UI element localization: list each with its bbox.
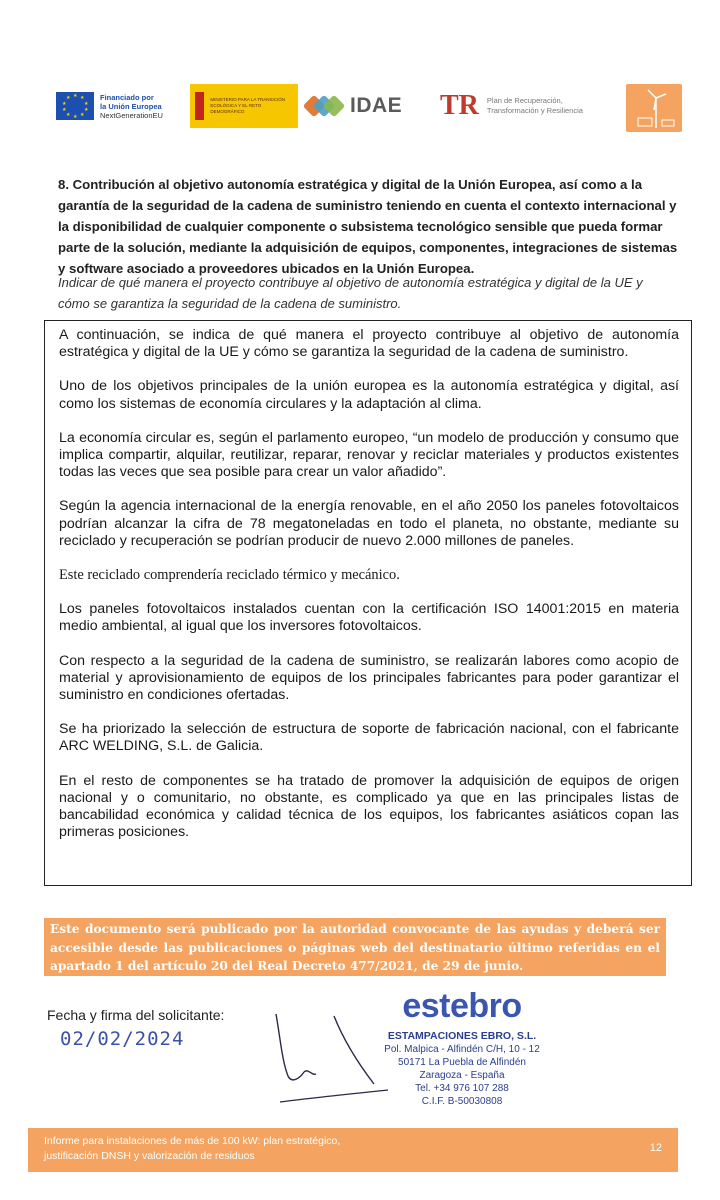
section-heading: 8. Contribución al objetivo autonomía estratégica y digital de la Unión Europea, así como a la garantía de la seguridad de la cadena de suministro teniendo en cuenta el contexto internacional y la disponibilidad de cualquier componente o subsistema tecnológico sensible que pueda formar parte de la solución, mediante la adquisición de equipos, componentes, integraciones de sistemas y software asociado a proveedores ubicados en la Unión Europea. — [58, 177, 678, 276]
paragraph-iso: Los paneles fotovoltaicos instalados cuentan con la certificación ISO 14001:2015 en materia medio ambiental, al igual que los inversores fotovoltaicos. — [59, 601, 679, 635]
plan-line-1: Plan de Recuperación, — [486, 96, 563, 105]
recovery-plan-logo — [440, 84, 600, 128]
footer-line-2: justificación DNSH y valorización de residuos — [44, 1149, 255, 1162]
eu-funding-logo — [56, 84, 176, 128]
stamp-address-2: 50171 La Puebla de Alfindén — [398, 1057, 526, 1068]
response-box — [44, 320, 692, 886]
page-number: 12 — [649, 1142, 662, 1154]
paragraph-irena: Según la agencia internacional de la energía renovable, en el año 2050 los paneles fotovoltaicos podrían alcanzar la cifra de 78 megatoneladas en todo el planeta, no obstante, mediante su reciclado y recuperación se podrían producir de nuevo 2.000 millones de paneles. — [59, 498, 679, 549]
stamp-cif: C.I.F. B-50030808 — [421, 1096, 503, 1107]
ministry-logo — [190, 84, 298, 128]
idae-mark-icon — [302, 90, 346, 122]
paragraph-structure: Se ha priorizado la selección de estructura de soporte de fabricación nacional, con el fabricante ARC WELDING, S.L. de Galicia. — [59, 721, 679, 755]
spain-crest-icon — [193, 90, 206, 122]
idae-wordmark: IDAE — [350, 94, 403, 117]
eu-line-2: la Unión Europea — [100, 101, 162, 111]
wind-energy-logo-icon — [626, 84, 682, 132]
ministry-text: MINISTERIO PARA LA TRANSICIÓN ECOLÓGICA Y EL RETO DEMOGRÁFICO — [210, 97, 286, 114]
paragraph-circular-economy: La economía circular es, según el parlamento europeo, “un modelo de producción y consumo que implica compartir, alquilar, reutilizar, reparar, renovar y reciclar materiales y productos existentes todas las veces que sea posible para crear un valor añadido”. — [59, 429, 679, 481]
signature-date: 02/02/2024 — [60, 1028, 185, 1050]
paragraph-intro: A continuación, se indica de qué manera el proyecto contribuye al objetivo de autonomía estratégica y digital de la UE y cómo se garantiza la seguridad de la cadena de suministro. — [59, 327, 679, 361]
stamp-brand-logo: estebro — [402, 987, 522, 1025]
paragraph-supply-chain: Con respecto a la seguridad de la cadena de suministro, se realizarán labores como acopio de material y aprovisionamiento de equipos de los principales fabricantes para poder garantizar el suministro en condiciones ofertadas. — [59, 652, 679, 704]
publication-notice — [44, 918, 666, 976]
page-footer — [28, 1128, 678, 1172]
stamp-company: ESTAMPACIONES EBRO, S.L. — [387, 1030, 537, 1042]
eu-flag-icon: ★ ★ ★ ★ ★ ★ ★ ★ ★ ★ — [56, 92, 94, 120]
signature-label: Fecha y firma del solicitante: — [47, 1007, 225, 1023]
tr-mark: TR — [440, 90, 479, 121]
stamp-phone: Tel. +34 976 107 288 — [415, 1083, 509, 1094]
stamp-address-1: Pol. Malpica - Alfindén C/H, 10 - 12 — [384, 1044, 540, 1055]
plan-line-2: Transformación y Resiliencia — [486, 106, 583, 115]
paragraph-objectives: Uno de los objetivos principales de la unión europea es la autonomía estratégica y digital, así como los sistemas de economía circulares y la adaptación al clima. — [59, 378, 679, 412]
footer-title — [44, 1134, 340, 1163]
paragraph-recycling: Este reciclado comprendería reciclado térmico y mecánico. — [59, 567, 400, 584]
eu-line-1: Financiado por — [100, 92, 154, 102]
stamp-address-3: Zaragoza - España — [419, 1070, 505, 1081]
company-stamp — [372, 986, 552, 1108]
idae-logo — [302, 84, 414, 128]
section-instruction: Indicar de qué manera el proyecto contribuye al objetivo de autonomía estratégica y digital de la UE y cómo se garantiza la seguridad de la cadena de suministro. — [58, 275, 643, 311]
notice-text: Este documento será publicado por la autoridad convocante de las ayudas y deberá ser accesible desde las publicaciones o páginas web del destinatario último referidas en el apartado 1 del artículo 20 del Real Decreto 477/2021, de 29 de junio. — [50, 922, 660, 973]
header-logos — [56, 84, 682, 132]
footer-line-1: Informe para instalaciones de más de 100 kW: plan estratégico, — [44, 1135, 341, 1147]
eu-line-3: NextGenerationEU — [100, 110, 163, 120]
paragraph-components: En el resto de componentes se ha tratado de promover la adquisición de equipos de origen nacional y o comunitario, no obstante, es complicado ya que en las principales listas de bancabilidad económica y calidad técnica de los equipos, los fabricantes asiáticos copan las primeras posiciones. — [59, 772, 679, 841]
